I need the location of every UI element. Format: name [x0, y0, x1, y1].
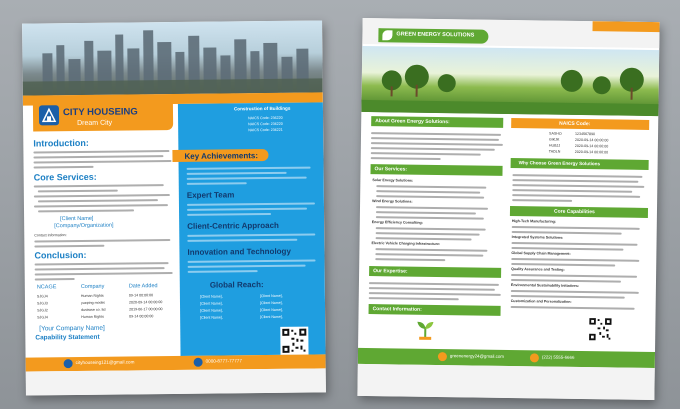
table-header-date: Date Added	[128, 283, 158, 290]
table-row-2-ncage: SJGJ3	[36, 301, 48, 306]
email-icon	[64, 359, 73, 368]
introduction-heading: Introduction:	[33, 137, 89, 149]
city-skyline-image	[22, 20, 323, 95]
key-achievements-heading: Key Achievements:	[184, 150, 259, 161]
leaf-logo-icon	[382, 30, 392, 40]
key-achievements-banner	[172, 149, 268, 162]
naics-row-1-value: 1234567890	[575, 131, 596, 137]
table-header-ncage: NCAGE	[36, 284, 57, 291]
footer-phone: 0000-8777-77777	[205, 358, 242, 364]
capability-6: Customization and Personalization:	[510, 299, 572, 304]
naics-heading-bar	[511, 118, 649, 130]
client-centric-heading: Client-Centric Approach	[187, 220, 279, 231]
naics-code-2: NAICS Code: 236220	[248, 121, 283, 127]
table-row-1-date: 09-14 00:00:00	[128, 293, 154, 298]
client-name-field: [Client Name]	[60, 215, 94, 223]
why-heading-bar	[511, 158, 649, 170]
capabilities-heading: Core Capabilities	[553, 208, 595, 215]
orange-header-accent	[592, 21, 659, 32]
capability-1: High-Tech Manufacturing:	[511, 219, 557, 224]
naics-row-3-code: HUBJJ	[548, 143, 561, 148]
global-reach-heading: Global Reach:	[209, 280, 264, 290]
contact-heading-bar	[369, 304, 501, 316]
expert-team-heading: Expert Team	[186, 190, 235, 200]
email-icon	[438, 352, 447, 361]
green-energy-logo-icon	[414, 319, 436, 341]
service-efficiency: Energy Efficiency Consulting:	[371, 220, 423, 225]
core-services-heading: Core Services:	[33, 171, 97, 183]
naics-heading: NAICS Code:	[559, 120, 591, 127]
about-heading-bar	[371, 116, 503, 128]
banner-title: Construction of Buildings	[233, 105, 291, 112]
client-org-field: [Company/Organization]	[54, 222, 114, 230]
table-row-3-company: dustrase co. ltd	[81, 307, 106, 312]
why-heading: Why Choose Green Energy Solutions	[518, 159, 601, 166]
expertise-heading-bar	[369, 266, 501, 278]
capability-3: Global Supply Chain Management:	[511, 251, 571, 256]
client-name-1: [Client Name],	[199, 294, 223, 299]
footer-phone: (222) 5555-6666	[541, 354, 575, 360]
client-name-4: [Client Name],	[259, 300, 283, 306]
capability-4: Quality Assurance and Testing:	[511, 267, 565, 272]
building-logo-icon	[39, 105, 59, 125]
table-row-4-date: 09-14 00:00:00	[129, 314, 154, 319]
innovation-heading: Innovation and Technology	[187, 246, 291, 257]
table-row-4-company: Human Rights	[81, 314, 104, 319]
logo-subtitle: Dream City	[77, 119, 113, 128]
naics-code-3: NAICS Code: 236221	[248, 127, 283, 133]
green-header-title: GREEN ENERGY SOLUTIONS	[396, 31, 475, 39]
qr-code-icon	[280, 327, 308, 355]
table-header-company: Company	[80, 283, 105, 290]
table-row-3-date: 2019-06-17 00:00:00	[129, 307, 163, 312]
table-row-2-date: 2020-09-14 00:00:00	[128, 300, 163, 305]
footer-dark-bar	[26, 368, 326, 395]
qr-code-icon	[588, 317, 612, 341]
naics-row-4-value: 2020-09-14 00:00:00	[574, 149, 609, 155]
service-solar: Solar Energy Solutions:	[372, 178, 414, 183]
table-row-1-ncage: SJGJ4	[36, 294, 48, 299]
phone-icon	[194, 358, 203, 367]
service-wind: Wind Energy Solutions:	[372, 199, 413, 204]
table-row-3-ncage: SJGJ2	[37, 308, 48, 313]
service-ev-charging: Electric Vehicle Charging Infrastructure:	[371, 241, 441, 247]
client-name-6: [Client Name],	[260, 307, 283, 313]
capability-statement-label: Capability Statement	[35, 333, 100, 342]
client-name-8: [Client Name],	[260, 314, 283, 320]
footer-email: greenenergy24@gmail.com	[449, 353, 504, 359]
flyer-green-energy	[357, 18, 659, 400]
naics-row-3-value: 2020-09-14 00:00:00	[574, 143, 609, 149]
contact-info-label: Contact Information:	[34, 233, 67, 238]
services-heading: Our Services:	[374, 165, 408, 173]
table-row-4-ncage: SJGJ4	[37, 315, 48, 320]
naics-row-2-code: GIKJK	[548, 137, 560, 142]
solar-landscape-image	[361, 46, 659, 116]
capability-5: Environmental Sustainability Initiatives:	[510, 283, 580, 288]
table-row-1-company: Human Rights	[80, 293, 104, 298]
green-header-band	[378, 28, 488, 44]
naics-row-4-code: TADLN	[548, 149, 561, 154]
expertise-heading: Our Expertise:	[373, 267, 408, 275]
logo-title: CITY HOUSEING	[62, 106, 138, 119]
client-name-2: [Client Name],	[259, 293, 283, 299]
conclusion-heading: Conclusion:	[34, 249, 87, 261]
naics-code-1: NAICS Code: 236220	[248, 115, 283, 121]
footer-email: cityhouseing121@gmail.com	[75, 359, 135, 366]
naics-row-1-code: SASHO	[549, 131, 562, 136]
client-name-3: [Client Name],	[199, 301, 223, 306]
services-heading-bar	[370, 164, 502, 176]
right-blue-panel	[178, 102, 326, 356]
capabilities-heading-bar	[510, 206, 648, 218]
about-heading: About Green Energy Solutions:	[375, 117, 450, 125]
company-name-field: [Your Company Name]	[39, 324, 105, 333]
client-name-7: [Client Name],	[200, 315, 223, 320]
client-name-5: [Client Name],	[200, 308, 223, 313]
phone-icon	[530, 353, 539, 362]
logo-block	[33, 100, 173, 131]
naics-row-2-value: 2020-09-14 00:00:00	[574, 137, 609, 143]
contact-heading: Contact Information:	[372, 305, 422, 313]
flyer-city-houseing	[22, 20, 326, 395]
table-row-2-company: yueping modet	[80, 300, 105, 305]
green-footer-base	[357, 364, 654, 400]
capability-2: Integrated Systems Solutions:	[511, 235, 564, 240]
